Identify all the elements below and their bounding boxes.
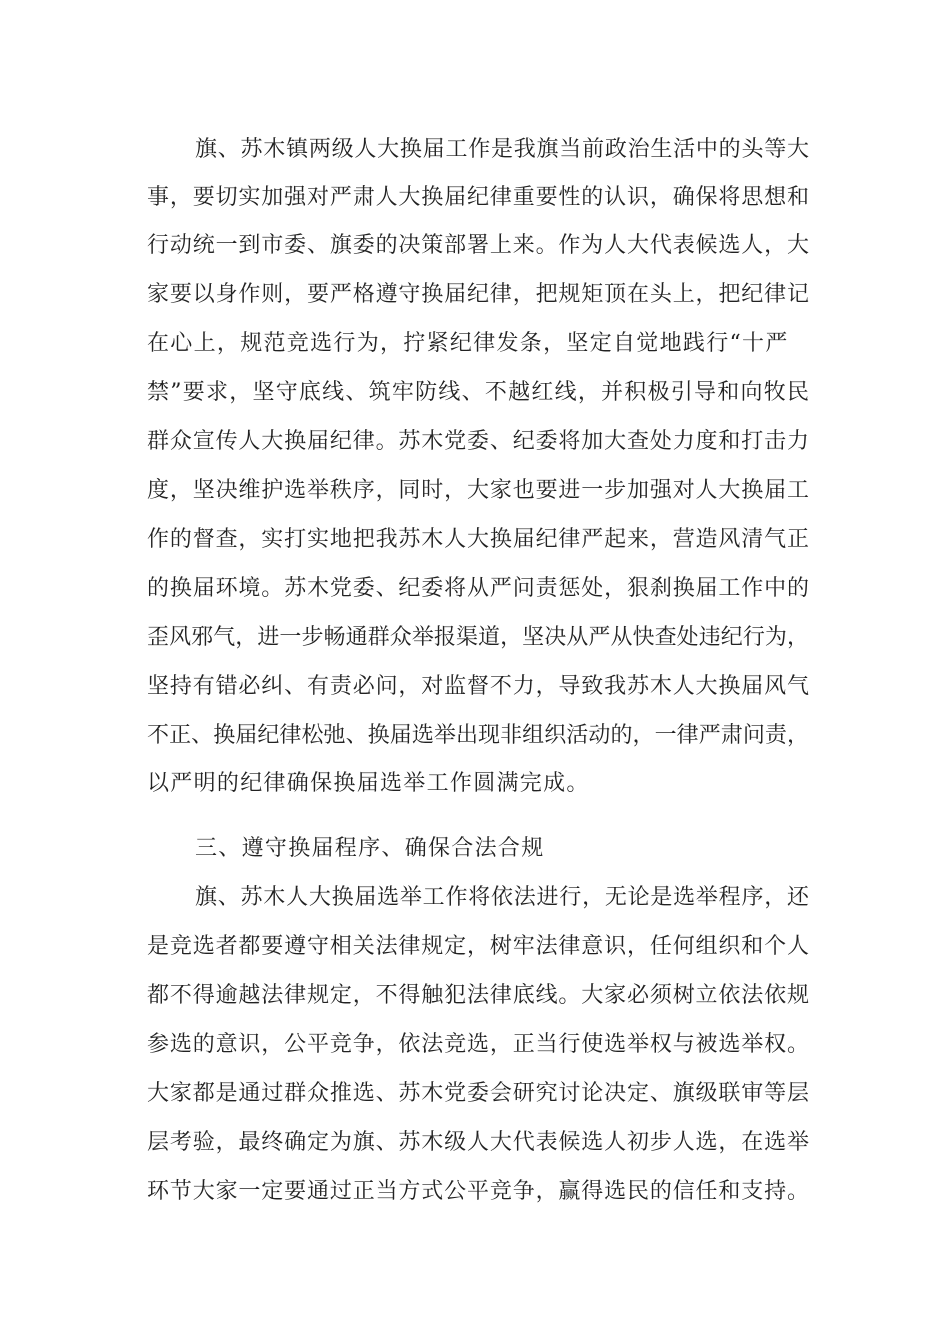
- paragraph-1-line-4: 家要以身作则，要严格遵守换届纪律，把规矩顶在头上，把纪律记: [147, 282, 809, 307]
- paragraph-1-line-8: 度，坚决维护选举秩序，同时，大家也要进一步加强对人大换届工: [147, 478, 809, 503]
- paragraph-1-line-11: 歪风邪气，进一步畅通群众举报渠道，坚决从严从快查处违纪行为，: [147, 625, 809, 650]
- paragraph-2-line-7: 环节大家一定要通过正当方式公平竞争，赢得选民的信任和支持。: [147, 1179, 809, 1204]
- paragraph-2-line-5: 大家都是通过群众推选、苏木党委会研究讨论决定、旗级联审等层: [147, 1081, 809, 1106]
- paragraph-2-line-4: 参选的意识，公平竞争，依法竞选，正当行使选举权与被选举权。: [147, 1032, 809, 1057]
- paragraph-1-line-13: 不正、换届纪律松弛、换届选举出现非组织活动的，一律严肃问责，: [147, 723, 809, 748]
- section-heading: 三、遵守换届程序、确保合法合规: [195, 836, 545, 861]
- paragraph-2-line-6: 层考验，最终确定为旗、苏木级人大代表候选人初步人选，在选举: [147, 1130, 809, 1155]
- paragraph-1-line-6: 禁”要求，坚守底线、筑牢防线、不越红线，并积极引导和向牧民: [147, 380, 809, 405]
- paragraph-1-line-14: 以严明的纪律确保换届选举工作圆满完成。: [147, 771, 590, 796]
- paragraph-2-line-2: 是竞选者都要遵守相关法律规定，树牢法律意识，任何组织和个人: [147, 934, 809, 959]
- paragraph-2-line-1: 旗、苏木人大换届选举工作将依法进行，无论是选举程序，还: [195, 885, 809, 910]
- paragraph-1-line-12: 坚持有错必纠、有责必问，对监督不力，导致我苏木人大换届风气: [147, 674, 809, 699]
- paragraph-1-line-2: 事，要切实加强对严肃人大换届纪律重要性的认识，确保将思想和: [147, 185, 809, 210]
- paragraph-1-line-9: 作的督查，实打实地把我苏木人大换届纪律严起来，营造风清气正: [147, 527, 809, 552]
- paragraph-1-line-10: 的换届环境。苏木党委、纪委将从严问责惩处，狠刹换届工作中的: [147, 576, 809, 601]
- paragraph-1-line-7: 群众宣传人大换届纪律。苏木党委、纪委将加大查处力度和打击力: [147, 429, 809, 454]
- paragraph-2-line-3: 都不得逾越法律规定，不得触犯法律底线。大家必须树立依法依规: [147, 983, 809, 1008]
- paragraph-1-line-3: 行动统一到市委、旗委的决策部署上来。作为人大代表候选人，大: [147, 233, 809, 258]
- paragraph-1-line-1: 旗、苏木镇两级人大换届工作是我旗当前政治生活中的头等大: [195, 137, 809, 162]
- paragraph-1-line-5: 在心上，规范竞选行为，拧紧纪律发条，坚定自觉地践行“十严: [147, 331, 789, 356]
